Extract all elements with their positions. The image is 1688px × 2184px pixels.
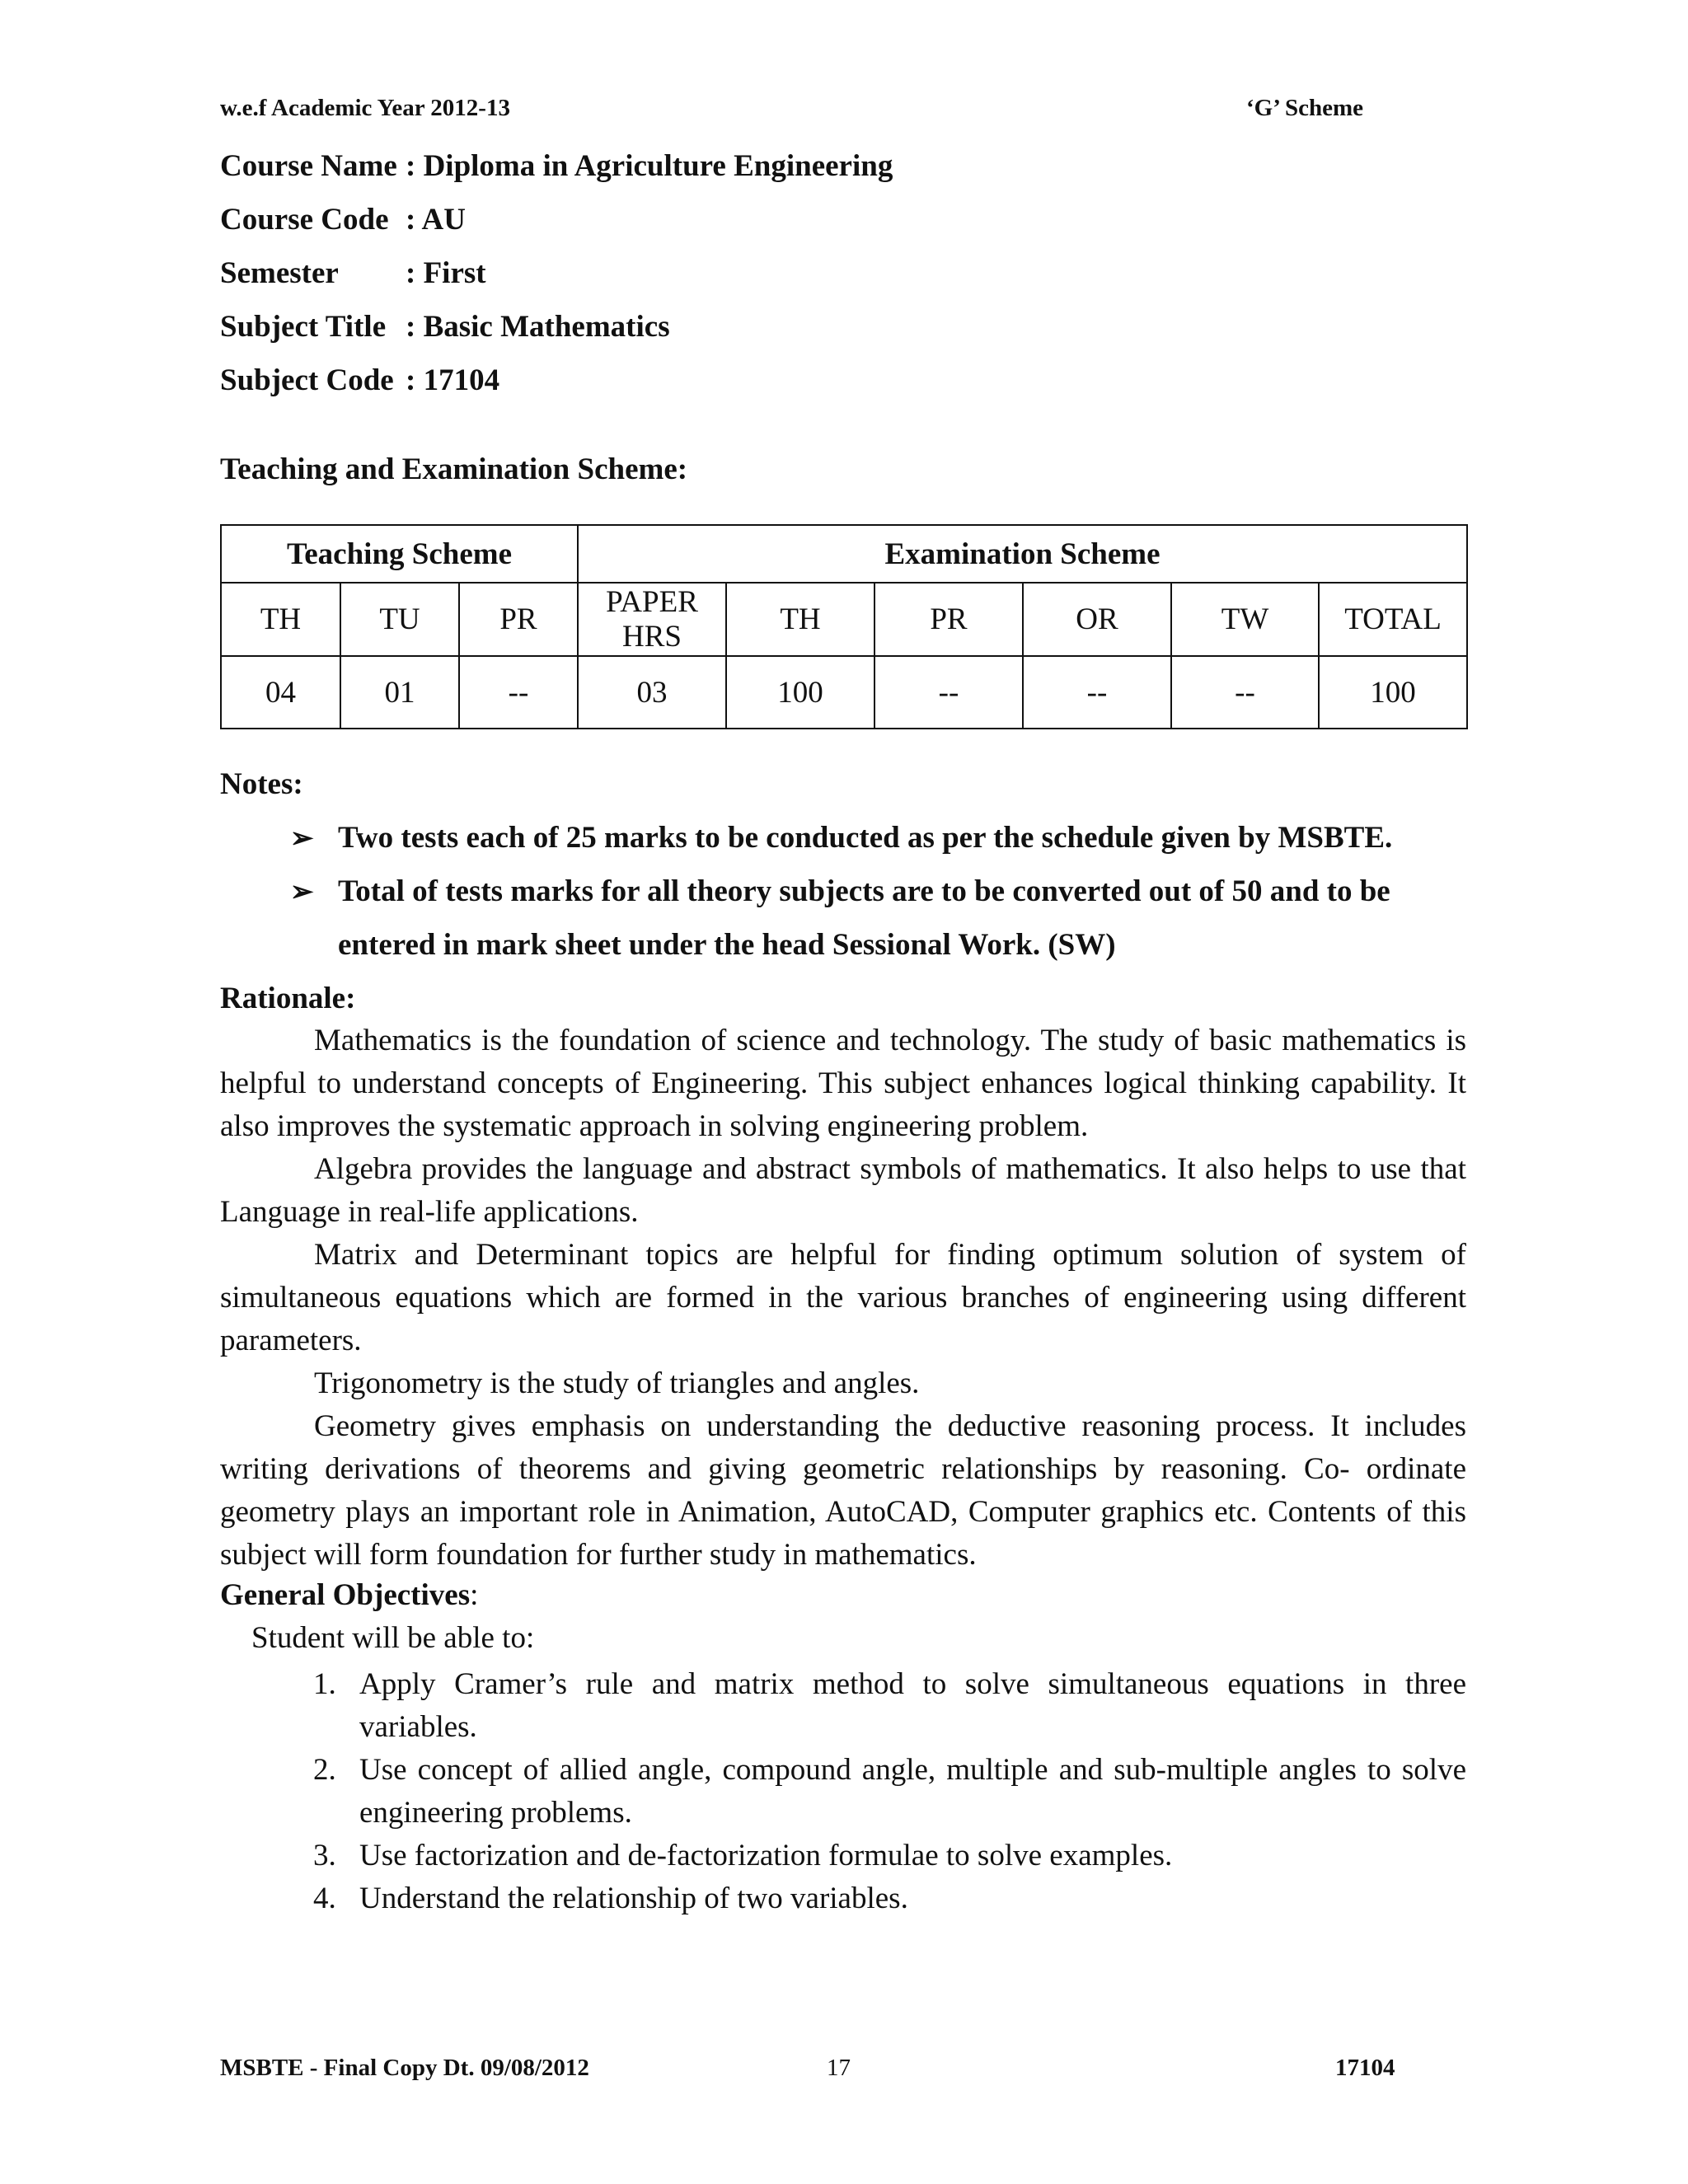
footer-page-number: 17 <box>827 2055 851 2081</box>
table-cell: 04 <box>221 656 340 729</box>
objective-item <box>313 1749 1466 1835</box>
subject-title-label: Subject Title <box>220 310 387 344</box>
subject-code-label: Subject Code <box>220 363 394 397</box>
course-name-label: Course Name <box>220 149 397 183</box>
table-cell: -- <box>1023 656 1171 729</box>
col-header-tw: TW <box>1171 583 1319 656</box>
table-cell: 03 <box>578 656 726 729</box>
scheme-heading: Teaching and Examination Scheme: <box>220 452 688 486</box>
footer-subject-code: 17104 <box>1335 2055 1395 2081</box>
rationale-paragraph: Trigonometry is the study of triangles and angles. <box>314 1366 920 1400</box>
rationale-paragraph: Mathematics is the foundation of science and technology. The study of basic mathematics is helpful to understand concepts of Engineering. This subject enhances logical thinking capability. It also improves the systematic approach in solving engineering problem. <box>220 1024 1466 1143</box>
notes-heading: Notes: <box>220 767 303 801</box>
rationale-paragraph: Matrix and Determinant topics are helpful for finding optimum solution of system of simultaneous equations which are formed in the various branches of engineering using different parameters. <box>220 1238 1466 1357</box>
table-cell: -- <box>459 656 578 729</box>
table-cell: -- <box>1171 656 1319 729</box>
course-code-label: Course Code <box>220 203 389 237</box>
subject-code-value: : 17104 <box>406 363 500 397</box>
objective-item <box>313 1663 1466 1749</box>
note-item-1 <box>290 820 1392 855</box>
objective-item <box>313 1877 1466 1920</box>
objectives-heading: General Objectives: <box>220 1578 479 1612</box>
objective-number: 4. <box>313 1882 336 1915</box>
footer-copy-date: MSBTE - Final Copy Dt. 09/08/2012 <box>220 2055 589 2081</box>
objective-number: 3. <box>313 1839 336 1872</box>
objectives-intro: Student will be able to: <box>251 1621 535 1655</box>
col-header-total: TOTAL <box>1319 583 1467 656</box>
objective-text: Apply Cramer’s rule and matrix method to solve simultaneous equations in three variables. <box>359 1667 1466 1744</box>
table-cell: 01 <box>340 656 459 729</box>
subject-code-row <box>220 363 499 398</box>
col-header-exam-th: TH <box>726 583 874 656</box>
arrow-bullet-icon: ➢ <box>290 877 314 907</box>
scheme-table <box>220 524 1468 729</box>
note-item-2-continued: entered in mark sheet under the head Sessional Work. (SW) <box>338 928 1116 962</box>
col-header-th: TH <box>221 583 340 656</box>
subject-title-row <box>220 309 670 344</box>
semester-label: Semester <box>220 256 339 290</box>
semester-row <box>220 255 486 291</box>
note-item-text: Total of tests marks for all theory subjects are to be converted out of 50 and to be <box>338 874 1390 908</box>
col-header-or: OR <box>1023 583 1171 656</box>
note-item-2 <box>290 874 1390 909</box>
examination-scheme-header: Examination Scheme <box>578 525 1467 583</box>
objective-number: 2. <box>313 1753 336 1787</box>
rationale-paragraph: Algebra provides the language and abstract symbols of mathematics. It also helps to use that Language in real-life applications. <box>220 1152 1466 1229</box>
course-name-value: : Diploma in Agriculture Engineering <box>406 149 893 183</box>
teaching-scheme-header: Teaching Scheme <box>221 525 578 583</box>
col-header-pr: PR <box>459 583 578 656</box>
col-header-exam-pr: PR <box>874 583 1023 656</box>
arrow-bullet-icon: ➢ <box>290 823 314 854</box>
col-header-tu: TU <box>340 583 459 656</box>
objective-item <box>313 1835 1466 1877</box>
objective-number: 1. <box>313 1667 336 1701</box>
rationale-paragraph: Geometry gives emphasis on understanding the deductive reasoning process. It includes writing derivations of theorems and giving geometric relationships by reasoning. Co- ordinate geometry plays an important role in Animation, AutoCAD, Computer graphics etc. Contents of this subject will form foundation for further study in mathematics. <box>220 1409 1466 1572</box>
course-code-row <box>220 202 466 237</box>
objective-text: Use concept of allied angle, compound angle, multiple and sub-multiple angles to solve engineering problems. <box>359 1753 1466 1830</box>
course-name-row <box>220 148 893 184</box>
objective-text: Understand the relationship of two variables. <box>359 1882 908 1915</box>
table-cell: -- <box>874 656 1023 729</box>
course-code-value: : AU <box>406 203 466 237</box>
subject-title-value: : Basic Mathematics <box>406 310 670 344</box>
table-cell: 100 <box>726 656 874 729</box>
header-scheme: ‘G’ Scheme <box>1246 95 1363 121</box>
objective-text: Use factorization and de-factorization formulae to solve examples. <box>359 1839 1173 1872</box>
note-item-text: Two tests each of 25 marks to be conducted as per the schedule given by MSBTE. <box>338 821 1393 855</box>
paper-hrs-line-2: HRS <box>622 619 682 654</box>
table-cell: 100 <box>1319 656 1467 729</box>
rationale-heading: Rationale: <box>220 982 356 1015</box>
paper-hrs-line-1: PAPER <box>606 584 698 619</box>
col-header-paper-hrs <box>578 583 726 656</box>
header-academic-year: w.e.f Academic Year 2012-13 <box>220 95 510 121</box>
semester-value: : First <box>406 256 486 290</box>
